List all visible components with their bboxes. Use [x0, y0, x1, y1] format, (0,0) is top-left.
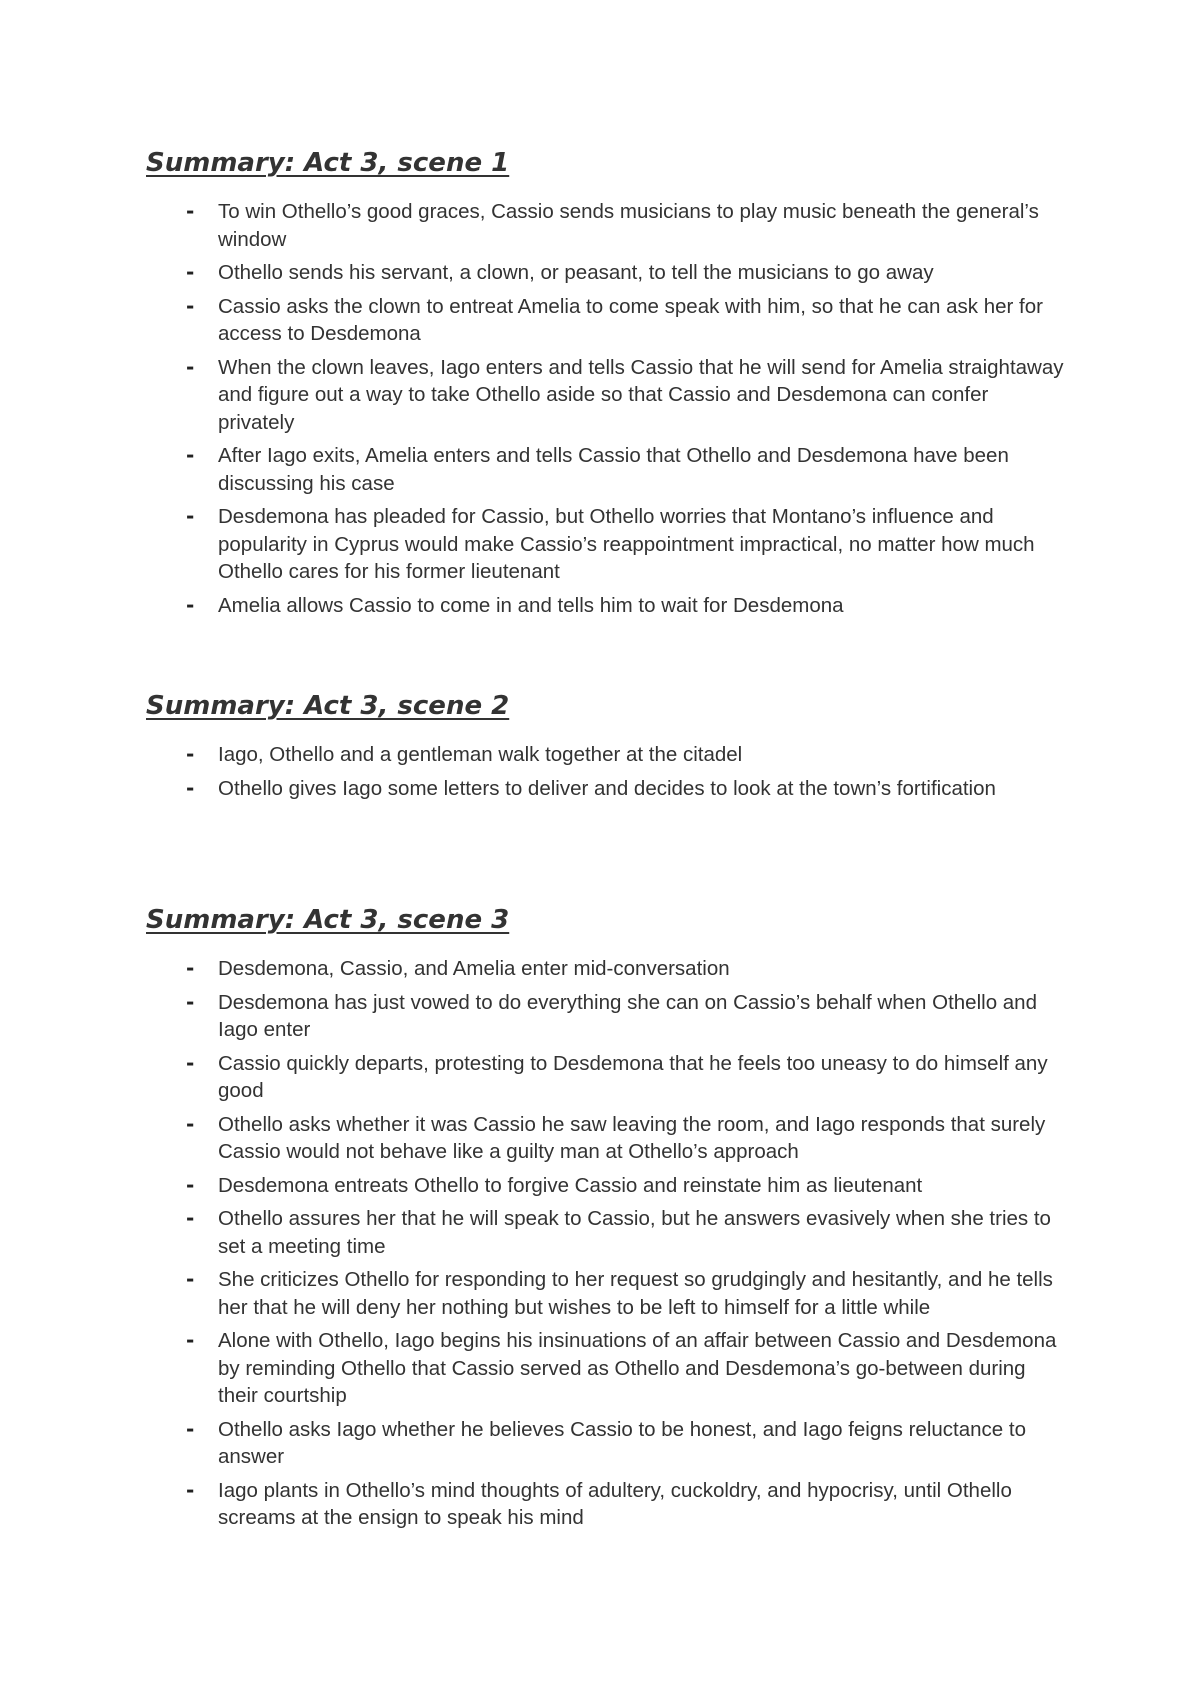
list-item	[146, 592, 1066, 620]
list-item	[146, 775, 1066, 803]
list-item	[146, 989, 1066, 1044]
section-heading: Summary: Act 3, scene 3	[146, 905, 510, 935]
list-item	[146, 259, 1066, 287]
bullet-marker: -	[186, 199, 195, 223]
list-item-text: Othello asks whether it was Cassio he saw leaving the room, and Iago responds that surely Cassio would not behave like a guilty man at Othello’s approach	[218, 1112, 1046, 1163]
list-item-text: To win Othello’s good graces, Cassio sends musicians to play music beneath the general’s window	[218, 200, 1039, 251]
section-act3-scene1	[146, 146, 1066, 625]
bullet-marker: -	[186, 1172, 195, 1197]
list-item-text: Cassio quickly departs, protesting to Desdemona that he feels too uneasy to do himself any good	[218, 1051, 1048, 1102]
list-item-text: Othello assures her that he will speak to Cassio, but he answers evasively when she tries to set a meeting time	[218, 1207, 1051, 1258]
list-item-text: After Iago exits, Amelia enters and tells Cassio that Othello and Desdemona have been discussing his case	[218, 444, 1009, 495]
list-item-text: Iago plants in Othello’s mind thoughts of adultery, cuckoldry, and hypocrisy, until Othello screams at the ensign to speak his mind	[218, 1478, 1012, 1529]
bullet-marker: -	[186, 1328, 195, 1352]
section-act3-scene2	[146, 689, 1066, 808]
list-item	[146, 1205, 1066, 1260]
bullet-marker: -	[186, 1206, 195, 1230]
list-item-text: She criticizes Othello for responding to her request so grudgingly and hesitantly, and he tells her that he will deny her nothing but wishes to be left to himself for a little while	[218, 1268, 1053, 1319]
list-item-text: Othello sends his servant, a clown, or peasant, to tell the musicians to go away	[218, 261, 934, 284]
list-item	[146, 1327, 1066, 1410]
list-item-text: Othello gives Iago some letters to deliver and decides to look at the town’s fortification	[218, 776, 996, 800]
list-item	[146, 503, 1066, 586]
section-act3-scene3	[146, 903, 1066, 1538]
list-item	[146, 955, 1066, 983]
bullet-marker: -	[186, 775, 195, 800]
list-item-text: Amelia allows Cassio to come in and tells him to wait for Desdemona	[218, 593, 844, 617]
section-heading: Summary: Act 3, scene 1	[146, 148, 510, 178]
bullet-marker: -	[186, 1477, 195, 1502]
list-item	[146, 354, 1066, 437]
bullet-list	[146, 198, 1066, 619]
list-item-text: Iago, Othello and a gentleman walk together at the citadel	[218, 743, 743, 766]
bullet-marker: -	[186, 989, 195, 1014]
list-item-text: Othello asks Iago whether he believes Cassio to be honest, and Iago feigns reluctance to answer	[218, 1417, 1026, 1468]
bullet-marker: -	[186, 956, 195, 980]
section-heading: Summary: Act 3, scene 2	[146, 691, 510, 721]
bullet-marker: -	[186, 1416, 195, 1441]
bullet-list	[146, 741, 1066, 802]
list-item-text: Desdemona entreats Othello to forgive Cassio and reinstate him as lieutenant	[218, 1173, 923, 1197]
bullet-marker: -	[186, 443, 195, 467]
bullet-marker: -	[186, 742, 195, 766]
list-item	[146, 1416, 1066, 1471]
list-item	[146, 1477, 1066, 1532]
bullet-list	[146, 955, 1066, 1532]
bullet-marker: -	[186, 504, 195, 528]
list-item-text: Cassio asks the clown to entreat Amelia to come speak with him, so that he can ask her for access to Desdemona	[218, 294, 1043, 345]
list-item	[146, 293, 1066, 348]
bullet-marker: -	[186, 1050, 195, 1075]
bullet-marker: -	[186, 260, 195, 284]
list-item-text: Alone with Othello, Iago begins his insinuations of an affair between Cassio and Desdemona by reminding Othello that Cassio served as Othello and Desdemona’s go-between during their courtship	[218, 1329, 1057, 1407]
list-item	[146, 1266, 1066, 1321]
bullet-marker: -	[186, 1267, 195, 1291]
list-item	[146, 1050, 1066, 1105]
list-item	[146, 198, 1066, 253]
list-item	[146, 1172, 1066, 1200]
bullet-marker: -	[186, 293, 195, 318]
list-item-text: Desdemona has pleaded for Cassio, but Othello worries that Montano’s influence and popularity in Cyprus would make Cassio’s reappointment impractical, no matter how much Othello cares for his former lieutenant	[218, 505, 1035, 583]
list-item	[146, 442, 1066, 497]
bullet-marker: -	[186, 592, 195, 617]
list-item	[146, 1111, 1066, 1166]
bullet-marker: -	[186, 1111, 195, 1136]
list-item-text: Desdemona has just vowed to do everything she can on Cassio’s behalf when Othello and Iago enter	[218, 990, 1037, 1041]
list-item-text: When the clown leaves, Iago enters and tells Cassio that he will send for Amelia straightaway and figure out a way to take Othello aside so that Cassio and Desdemona can confer privately	[218, 355, 1064, 434]
bullet-marker: -	[186, 354, 195, 379]
list-item	[146, 741, 1066, 769]
list-item-text: Desdemona, Cassio, and Amelia enter mid-conversation	[218, 957, 730, 980]
